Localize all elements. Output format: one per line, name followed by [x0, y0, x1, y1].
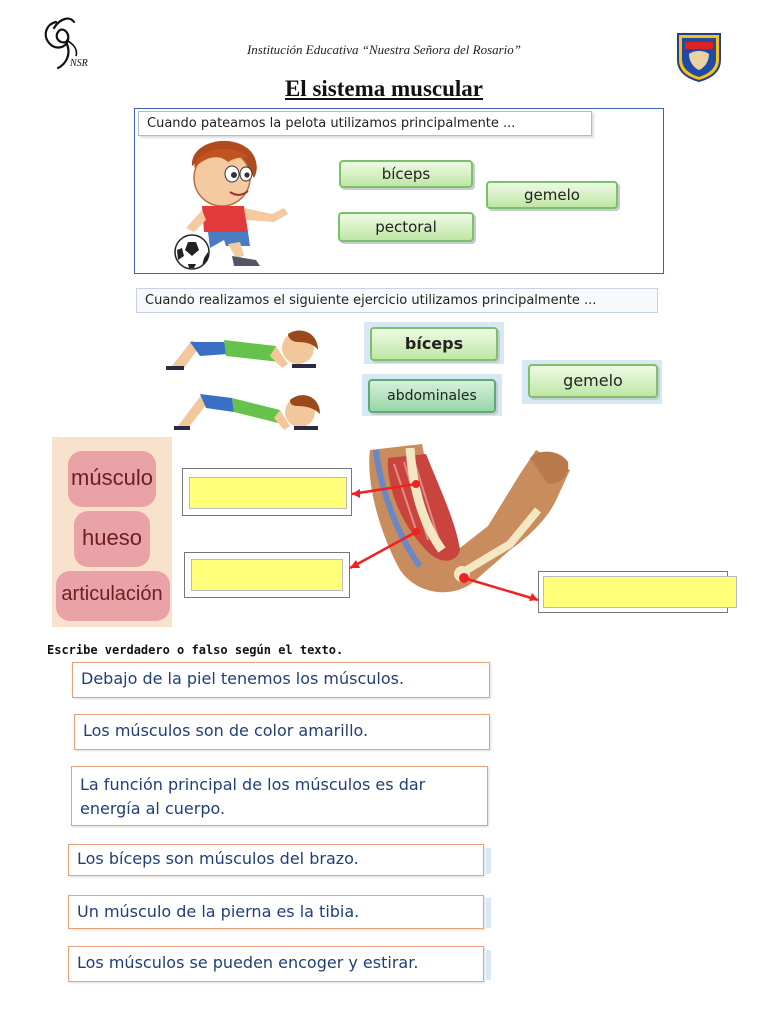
word-bank [52, 437, 172, 627]
statement-2-text: Los músculos son de color amarillo. [83, 721, 369, 740]
page-title: El sistema muscular [284, 76, 484, 101]
statement-6-tab [486, 950, 491, 980]
statement-6[interactable] [68, 946, 484, 982]
statement-5-tab [486, 898, 491, 928]
true-false-instruction: Escribe verdadero o falso según el texto. [47, 643, 344, 657]
statement-1[interactable] [72, 662, 490, 698]
statement-1-text: Debajo de la piel tenemos los músculos. [81, 669, 405, 688]
statement-3-text: La función principal de los músculos es dar energía al cuerpo. [80, 775, 426, 818]
statement-2[interactable] [74, 714, 490, 750]
word-musculo: músculo [71, 465, 153, 490]
option-pectoral-q1[interactable]: pectoral [338, 212, 474, 242]
question-1-prompt: Cuando pateamos la pelota utilizamos principalmente ... [138, 111, 592, 136]
answer-box-2[interactable] [184, 552, 350, 598]
statement-5-text: Un músculo de la pierna es la tibia. [77, 902, 360, 921]
boy-kicking-ball-illustration [164, 136, 296, 270]
institution-name: Institución Educativa “Nuestra Señora del Rosario” [246, 42, 522, 57]
option-biceps-q2[interactable]: bíceps [370, 327, 498, 361]
bridge-exercise-illustration-2 [172, 382, 324, 432]
word-articulacion: articulación [61, 583, 163, 605]
statement-5[interactable] [68, 895, 484, 929]
word-hueso: hueso [82, 525, 142, 550]
logo-text: NSR [70, 58, 88, 69]
bridge-exercise-illustration-1 [164, 320, 324, 372]
statement-4-text: Los bíceps son músculos del brazo. [77, 849, 359, 868]
answer-box-1[interactable] [182, 468, 352, 516]
statement-3[interactable] [71, 766, 488, 826]
option-gemelo-q1[interactable]: gemelo [486, 181, 618, 209]
question-2-prompt: Cuando realizamos el siguiente ejercicio utilizamos principalmente ... [136, 288, 658, 313]
option-abdominales-q2[interactable]: abdominales [368, 379, 496, 413]
arrow-lines [340, 470, 560, 620]
statement-4[interactable] [68, 844, 484, 876]
answer-box-3[interactable] [538, 571, 728, 613]
option-biceps-q1[interactable]: bíceps [339, 160, 473, 188]
statement-4-tab [486, 848, 491, 874]
statement-6-text: Los músculos se pueden encoger y estirar. [77, 953, 419, 972]
school-shield-icon [676, 30, 722, 82]
option-gemelo-q2[interactable]: gemelo [528, 364, 658, 398]
